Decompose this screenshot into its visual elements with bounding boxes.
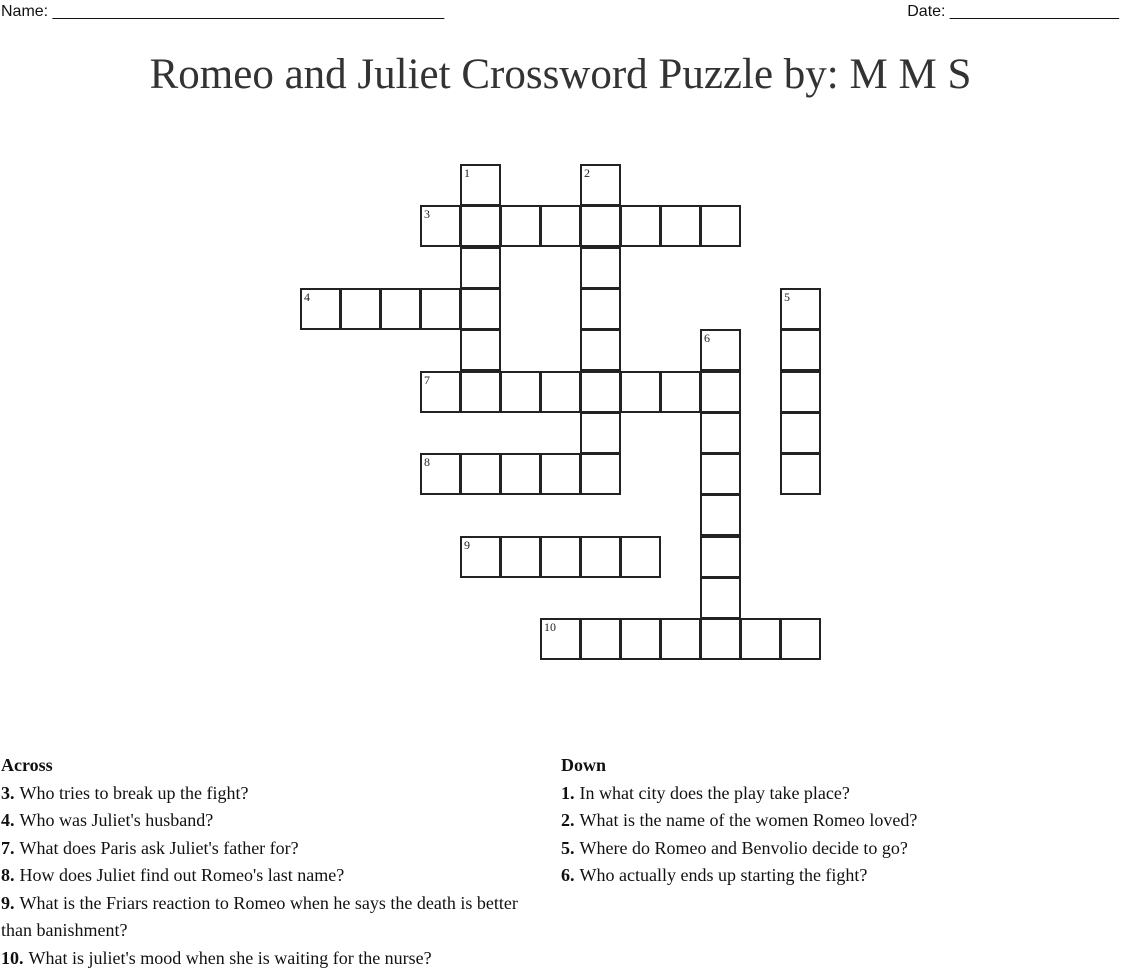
grid-cell[interactable] bbox=[580, 205, 621, 247]
grid-cell[interactable] bbox=[460, 536, 501, 578]
grid-cell[interactable] bbox=[460, 453, 501, 495]
clue-item-text: What does Paris ask Juliet's father for? bbox=[20, 838, 299, 858]
grid-cell[interactable] bbox=[540, 205, 581, 247]
clue-item-number: 9. bbox=[1, 893, 15, 913]
clue-item-number: 7. bbox=[1, 838, 15, 858]
grid-cell[interactable] bbox=[660, 618, 701, 660]
clue-item bbox=[1, 890, 536, 945]
grid-cell[interactable] bbox=[500, 371, 541, 413]
grid-cell[interactable] bbox=[620, 205, 661, 247]
across-clues bbox=[1, 752, 536, 972]
grid-cell[interactable] bbox=[420, 288, 461, 330]
grid-cell[interactable] bbox=[580, 288, 621, 330]
grid-cell[interactable] bbox=[580, 247, 621, 289]
grid-cell[interactable] bbox=[460, 164, 501, 206]
clue-item-number: 5. bbox=[561, 838, 575, 858]
clue-item bbox=[1, 807, 536, 835]
clue-item bbox=[1, 780, 536, 808]
grid-cell[interactable] bbox=[340, 288, 381, 330]
grid-cell[interactable] bbox=[700, 536, 741, 578]
grid-cell[interactable] bbox=[700, 453, 741, 495]
grid-cell[interactable] bbox=[700, 618, 741, 660]
clue-number: 10 bbox=[544, 620, 556, 634]
clue-item bbox=[1, 835, 536, 863]
clue-item-number: 1. bbox=[561, 783, 575, 803]
grid-cell[interactable] bbox=[700, 205, 741, 247]
grid-cell[interactable] bbox=[500, 205, 541, 247]
grid-cell[interactable] bbox=[540, 536, 581, 578]
clue-item-number: 8. bbox=[1, 865, 15, 885]
grid-cell[interactable] bbox=[580, 412, 621, 454]
grid-cell[interactable] bbox=[700, 494, 741, 536]
grid-cell[interactable] bbox=[420, 453, 461, 495]
grid-cell[interactable] bbox=[780, 288, 821, 330]
clue-item-text: Who actually ends up starting the fight? bbox=[580, 865, 868, 885]
clue-item bbox=[1, 862, 536, 890]
grid-cell[interactable] bbox=[580, 371, 621, 413]
clue-item-text: In what city does the play take place? bbox=[580, 783, 850, 803]
grid-cell[interactable] bbox=[540, 618, 581, 660]
name-field: Name: ____________________________________________ bbox=[1, 3, 444, 21]
clue-item-text: Who tries to break up the fight? bbox=[20, 783, 249, 803]
grid-cell[interactable] bbox=[460, 288, 501, 330]
clue-item-text: What is the name of the women Romeo loved? bbox=[580, 810, 918, 830]
grid-cell[interactable] bbox=[700, 329, 741, 371]
grid-cell[interactable] bbox=[700, 412, 741, 454]
clue-item bbox=[561, 862, 1101, 890]
across-clue-list bbox=[1, 780, 536, 972]
clue-item-text: What is juliet's mood when she is waiting for the nurse? bbox=[29, 948, 432, 968]
clue-item bbox=[561, 780, 1101, 808]
grid-cell[interactable] bbox=[780, 453, 821, 495]
grid-cell[interactable] bbox=[420, 371, 461, 413]
grid-cell[interactable] bbox=[700, 577, 741, 619]
grid-cell[interactable] bbox=[620, 618, 661, 660]
clue-item bbox=[1, 945, 536, 972]
clue-number: 6 bbox=[704, 331, 710, 345]
grid-cell[interactable] bbox=[780, 371, 821, 413]
grid-cell[interactable] bbox=[580, 164, 621, 206]
grid-cell[interactable] bbox=[740, 618, 781, 660]
clue-item bbox=[561, 807, 1101, 835]
grid-cell[interactable] bbox=[620, 371, 661, 413]
grid-cell[interactable] bbox=[780, 618, 821, 660]
clue-number: 3 bbox=[424, 207, 430, 221]
clue-number: 2 bbox=[584, 166, 590, 180]
clue-item-number: 10. bbox=[1, 948, 24, 968]
across-heading: Across bbox=[1, 752, 536, 780]
down-clue-list bbox=[561, 780, 1101, 890]
grid-cell[interactable] bbox=[580, 618, 621, 660]
grid-cell[interactable] bbox=[460, 329, 501, 371]
page-title: Romeo and Juliet Crossword Puzzle by: M M S bbox=[0, 50, 1121, 99]
clue-item-number: 3. bbox=[1, 783, 15, 803]
clue-item-number: 6. bbox=[561, 865, 575, 885]
grid-cell[interactable] bbox=[460, 371, 501, 413]
clue-number: 9 bbox=[464, 538, 470, 552]
grid-cell[interactable] bbox=[780, 412, 821, 454]
grid-cell[interactable] bbox=[300, 288, 341, 330]
clue-item-number: 2. bbox=[561, 810, 575, 830]
grid-cell[interactable] bbox=[540, 371, 581, 413]
clue-item-text: Who was Juliet's husband? bbox=[20, 810, 214, 830]
grid-cell[interactable] bbox=[460, 205, 501, 247]
clue-number: 5 bbox=[784, 290, 790, 304]
grid-cell[interactable] bbox=[540, 453, 581, 495]
clue-item-text: How does Juliet find out Romeo's last name? bbox=[20, 865, 345, 885]
grid-cell[interactable] bbox=[500, 453, 541, 495]
grid-cell[interactable] bbox=[580, 536, 621, 578]
grid-cell[interactable] bbox=[620, 536, 661, 578]
grid-cell[interactable] bbox=[580, 453, 621, 495]
grid-cell[interactable] bbox=[780, 329, 821, 371]
clue-item bbox=[561, 835, 1101, 863]
grid-cell[interactable] bbox=[500, 536, 541, 578]
grid-cell[interactable] bbox=[700, 371, 741, 413]
grid-cell[interactable] bbox=[580, 329, 621, 371]
clue-number: 4 bbox=[304, 290, 310, 304]
grid-cell[interactable] bbox=[460, 247, 501, 289]
grid-cell[interactable] bbox=[660, 371, 701, 413]
clue-item-text: What is the Friars reaction to Romeo when he says the death is better than banishment? bbox=[1, 893, 518, 941]
clue-number: 7 bbox=[424, 373, 430, 387]
grid-cell[interactable] bbox=[660, 205, 701, 247]
clue-number: 8 bbox=[424, 455, 430, 469]
clue-item-number: 4. bbox=[1, 810, 15, 830]
clue-item-text: Where do Romeo and Benvolio decide to go? bbox=[580, 838, 908, 858]
clue-number: 1 bbox=[464, 166, 470, 180]
down-heading: Down bbox=[561, 752, 1101, 780]
down-clues bbox=[561, 752, 1101, 890]
grid-cell[interactable] bbox=[420, 205, 461, 247]
grid-cell[interactable] bbox=[380, 288, 421, 330]
date-field: Date: ___________________ bbox=[907, 3, 1119, 21]
